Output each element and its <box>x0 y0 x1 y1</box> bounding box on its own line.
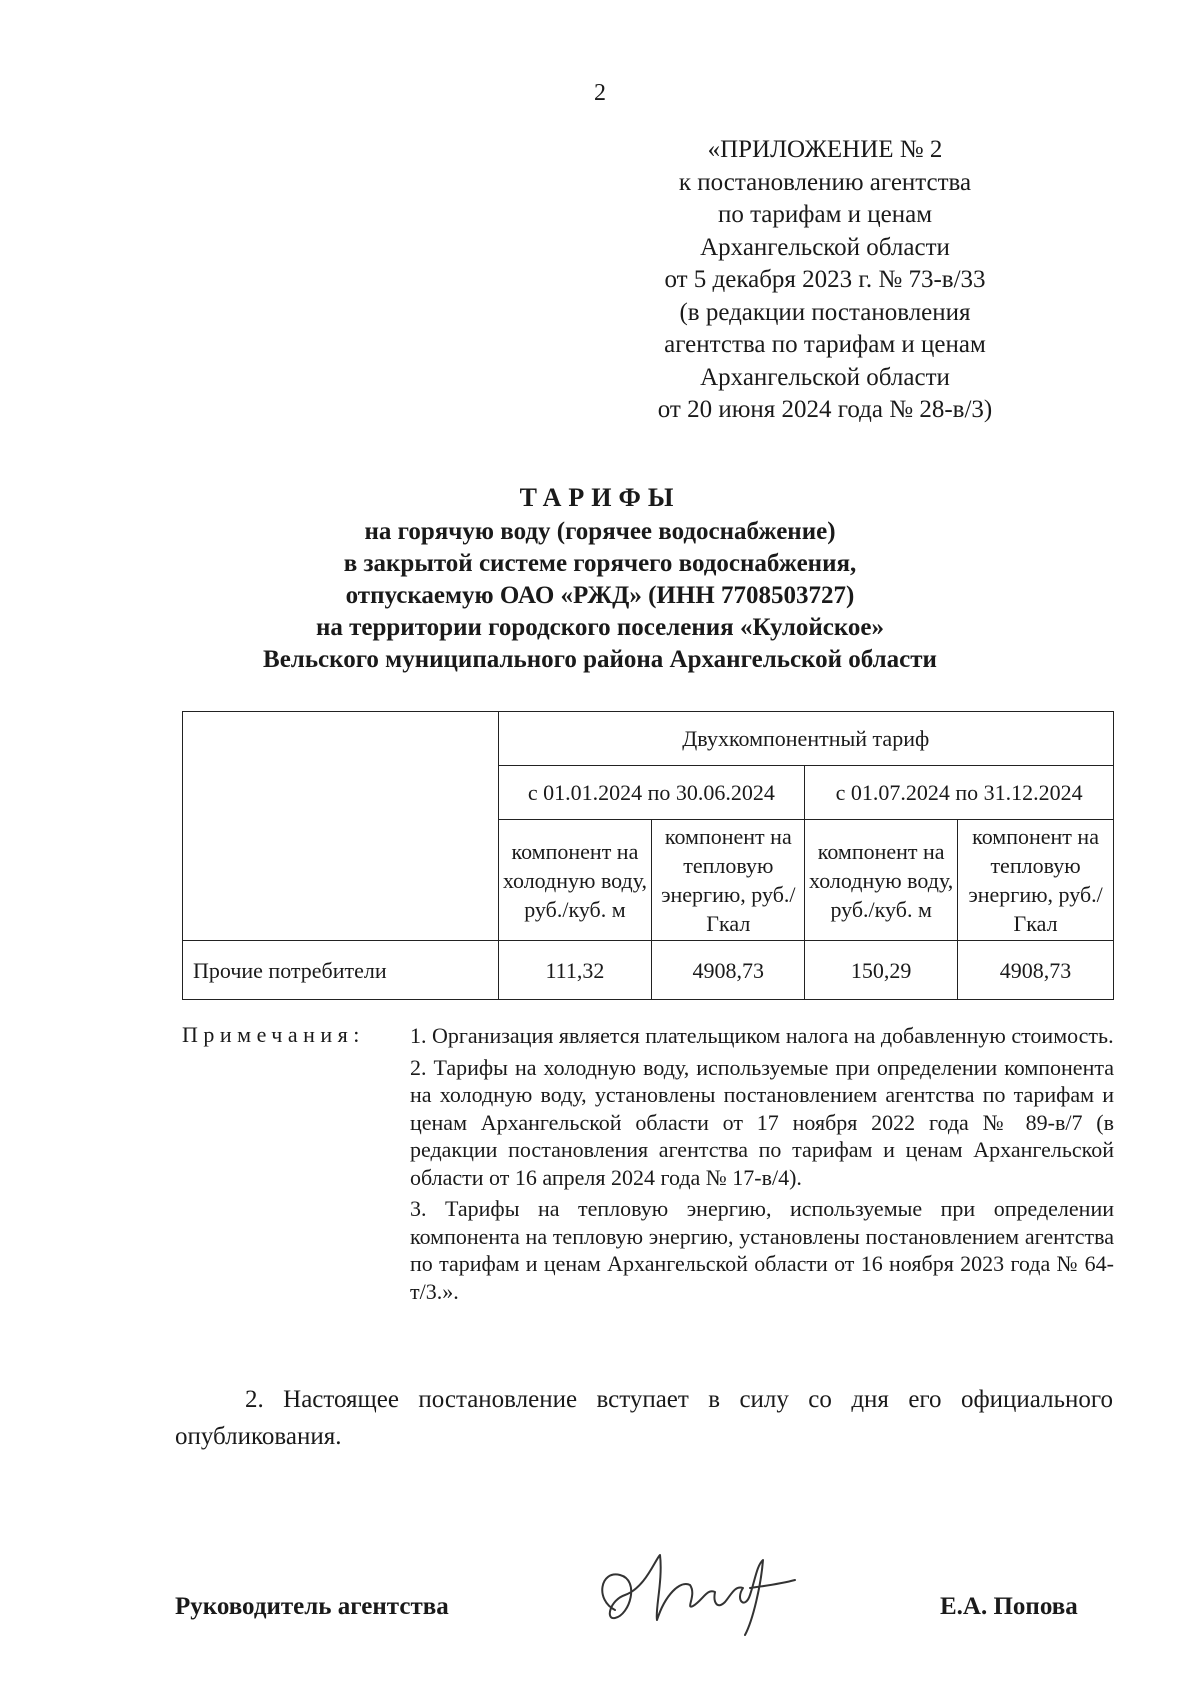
note-item: 3. Тарифы на тепловую энергию, используемые при определении компонента на тепловую энергию, установлены постановлением агентства по тарифам и ценам Архангельской области от 16 ноября 2023 года № 64-т/3.». <box>410 1196 1114 1304</box>
appendix-line: от 20 июня 2024 года № 28-в/3) <box>657 396 993 423</box>
title-line: Вельского муниципального района Архангельской области <box>263 646 937 673</box>
tariff-type-header: Двухкомпонентный тариф <box>498 712 1113 766</box>
component-header: компонент на тепловую энергию, руб./Гкал <box>652 820 805 941</box>
appendix-line: Архангельской области <box>700 233 950 261</box>
tariff-value: 4908,73 <box>958 941 1114 1000</box>
title-line: в закрытой системе горячего водоснабжения, <box>343 550 857 577</box>
table-row <box>183 941 1114 1000</box>
appendix-line: (в редакции постановления <box>679 298 971 326</box>
note-item: 2. Тарифы на холодную воду, используемые при определении компонента на холодную воду, установлены постановлением агентства по тарифам и ценам Архангельской области от 17 ноября 2022 года № 89-в/7 (в редакции постановления агентства по тарифам и ценам Архангельской области от 16 апреля 2024 года № 17-в/4). <box>410 1054 1114 1190</box>
tariff-value: 111,32 <box>498 941 652 1000</box>
title-line: на территории городского поселения «Кулойское» <box>315 614 885 641</box>
tariff-value: 4908,73 <box>652 941 805 1000</box>
appendix-line: агентства по тарифам и ценам <box>664 331 986 358</box>
appendix-line: по тарифам и ценам <box>717 201 933 228</box>
period-header: с 01.01.2024 по 30.06.2024 <box>498 766 805 820</box>
component-header: компонент на тепловую энергию, руб./Гкал <box>958 820 1114 941</box>
effective-date-paragraph: 2. Настоящее постановление вступает в силу со дня его официального опубликования. <box>175 1386 1113 1450</box>
component-header: компонент на холодную воду, руб./куб. м <box>805 820 958 941</box>
notes-label: Примечания: <box>182 1022 365 1047</box>
handwritten-signature <box>585 1540 805 1640</box>
period-header: с 01.07.2024 по 31.12.2024 <box>805 766 1114 820</box>
note-item: 1. Организация является плательщиком налога на добавленную стоимость. <box>410 1023 1114 1048</box>
signer-name: Е.А. Попова <box>940 1593 1078 1620</box>
signer-title: Руководитель агентства <box>175 1593 449 1620</box>
appendix-line: «ПРИЛОЖЕНИЕ № 2 <box>707 136 943 163</box>
title-main: ТАРИФЫ <box>519 483 681 512</box>
notes-list <box>410 1022 1114 1309</box>
page-number: 2 <box>594 80 606 106</box>
tariff-value: 150,29 <box>805 941 958 1000</box>
title-line: отпускаемую ОАО «РЖД» (ИНН 7708503727) <box>345 582 855 609</box>
table-corner-cell <box>183 712 499 941</box>
appendix-line: к постановлению агентства <box>678 168 972 196</box>
consumer-cell: Прочие потребители <box>183 941 499 1000</box>
document-title <box>160 482 1040 676</box>
title-line: на горячую воду (горячее водоснабжение) <box>364 518 836 545</box>
component-header: компонент на холодную воду, руб./куб. м <box>498 820 652 941</box>
appendix-line: Архангельской области <box>700 363 950 391</box>
tariff-table <box>182 711 1114 1000</box>
appendix-header <box>640 134 1010 427</box>
appendix-line: от 5 декабря 2023 г. № 73-в/33 <box>664 266 986 293</box>
